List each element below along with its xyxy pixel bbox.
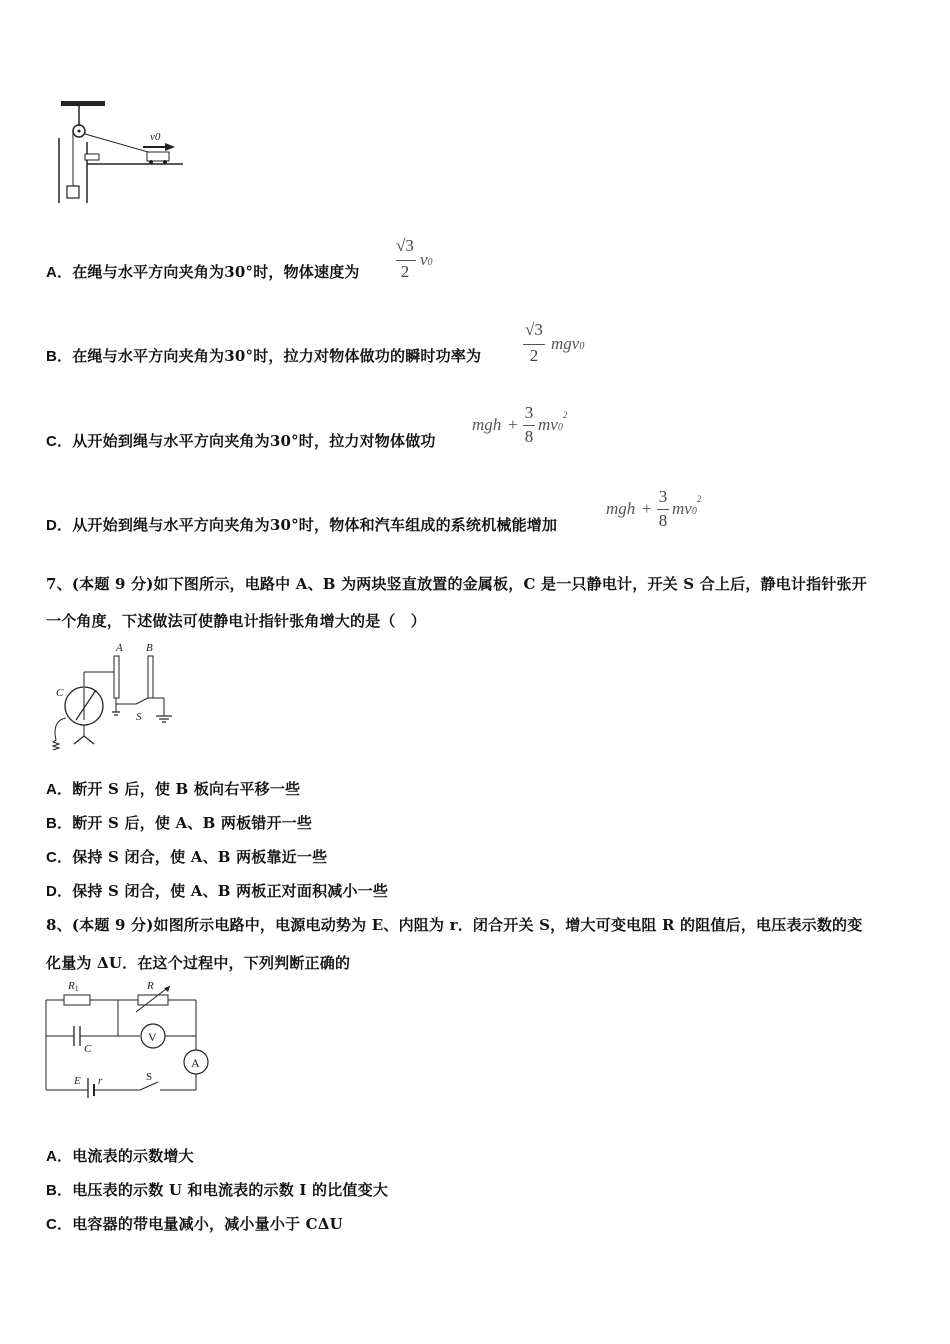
option-letter: A． — [46, 264, 73, 281]
numerator: 3 — [524, 403, 534, 422]
pulley-car-figure — [55, 98, 190, 206]
denominator: 8 — [524, 427, 534, 446]
sqrt-numerator: √3 — [525, 320, 543, 339]
question-8-line-2: 化量为 ΔU．在这个过程中，下列判断正确的 — [46, 954, 351, 972]
option-text: 断开 S 后，使 A、B 两板错开一些 — [72, 814, 313, 832]
label-R1: R1 — [68, 980, 79, 993]
question-8-line-1: 8、(本题 9 分)如图所示电路中，电源电动势为 E、内阻为 r．闭合开关 S，增大可变电阻 R 的阻值后，电压表示数的变 — [46, 916, 863, 934]
option-6b — [46, 345, 481, 366]
option-letter: D． — [46, 883, 73, 900]
rc-circuit-figure — [40, 978, 215, 1098]
option-7c — [46, 846, 327, 867]
voltmeter-label: V — [148, 1030, 157, 1044]
denominator: 2 — [529, 346, 539, 365]
option-7b — [46, 812, 312, 833]
label-A: A — [116, 642, 123, 654]
formula-6c — [472, 403, 582, 453]
v0-label: v0 — [150, 131, 161, 143]
option-letter: D． — [46, 517, 73, 534]
option-letter: B． — [46, 815, 73, 832]
formula-6a — [394, 236, 444, 286]
option-text: 保持 S 闭合，使 A、B 两板正对面积减小一些 — [72, 882, 389, 900]
option-text: 电容器的带电量减小，减小量小于 CΔU — [72, 1215, 343, 1233]
option-8b — [46, 1179, 388, 1200]
option-text: 保持 S 闭合，使 A、B 两板靠近一些 — [72, 848, 328, 866]
formula-6b — [521, 320, 601, 370]
option-6d — [46, 514, 557, 535]
numerator: 3 — [658, 487, 668, 506]
formula-tail: $mv0^2$ — [672, 494, 702, 518]
question-7-line-2: 一个角度，下述做法可使静电计指针张角增大的是（ ） — [46, 612, 427, 630]
option-text: 电流表的示数增大 — [72, 1147, 194, 1165]
option-letter: A． — [46, 1148, 73, 1165]
label-C: C — [56, 687, 64, 699]
formula-tail: v0 — [420, 250, 433, 269]
label-E: E — [74, 1075, 81, 1087]
option-letter: C． — [46, 433, 73, 450]
plus-sign: + — [508, 415, 518, 434]
option-letter: B． — [46, 348, 73, 365]
denominator: 2 — [400, 262, 410, 281]
option-8a — [46, 1145, 194, 1166]
option-8c — [46, 1213, 343, 1234]
option-6c — [46, 430, 436, 451]
sqrt-numerator: √3 — [396, 236, 414, 255]
option-text: 在绳与水平方向夹角为30°时，物体速度为 — [72, 263, 360, 281]
option-text: 电压表的示数 U 和电流表的示数 I 的比值变大 — [72, 1181, 389, 1199]
formula-lead: mgh — [472, 415, 502, 434]
option-7d — [46, 880, 388, 901]
label-C: C — [84, 1043, 92, 1055]
option-letter: A． — [46, 781, 73, 798]
label-R: R — [147, 980, 154, 992]
question-7-line-1: 7、(本题 9 分)如下图所示，电路中 A、B 为两块竖直放置的金属板，C 是一只静电计，开关 S 合上后，静电计指针张开 — [46, 575, 867, 593]
option-7a — [46, 778, 300, 799]
ammeter-label: A — [191, 1056, 200, 1070]
option-text: 断开 S 后，使 B 板向右平移一些 — [72, 780, 301, 798]
electrometer-circuit-figure — [44, 640, 179, 755]
option-text: 从开始到绳与水平方向夹角为30°时，物体和汽车组成的系统机械能增加 — [72, 516, 558, 534]
formula-tail: mgv0 — [551, 334, 585, 353]
label-S: S — [146, 1071, 153, 1083]
formula-lead: mgh — [606, 499, 636, 518]
option-text: 在绳与水平方向夹角为30°时，拉力对物体做功的瞬时功率为 — [72, 347, 482, 365]
plus-sign: + — [642, 499, 652, 518]
label-B: B — [146, 642, 153, 654]
formula-6d — [606, 487, 716, 537]
option-6a — [46, 261, 360, 282]
option-text: 从开始到绳与水平方向夹角为30°时，拉力对物体做功 — [72, 432, 436, 450]
label-r: r — [98, 1075, 103, 1087]
option-letter: B． — [46, 1182, 73, 1199]
option-letter: C． — [46, 849, 73, 866]
denominator: 8 — [658, 511, 668, 530]
option-letter: C． — [46, 1216, 73, 1233]
formula-tail: $mv0^2$ — [538, 410, 568, 434]
label-S: S — [136, 711, 142, 723]
